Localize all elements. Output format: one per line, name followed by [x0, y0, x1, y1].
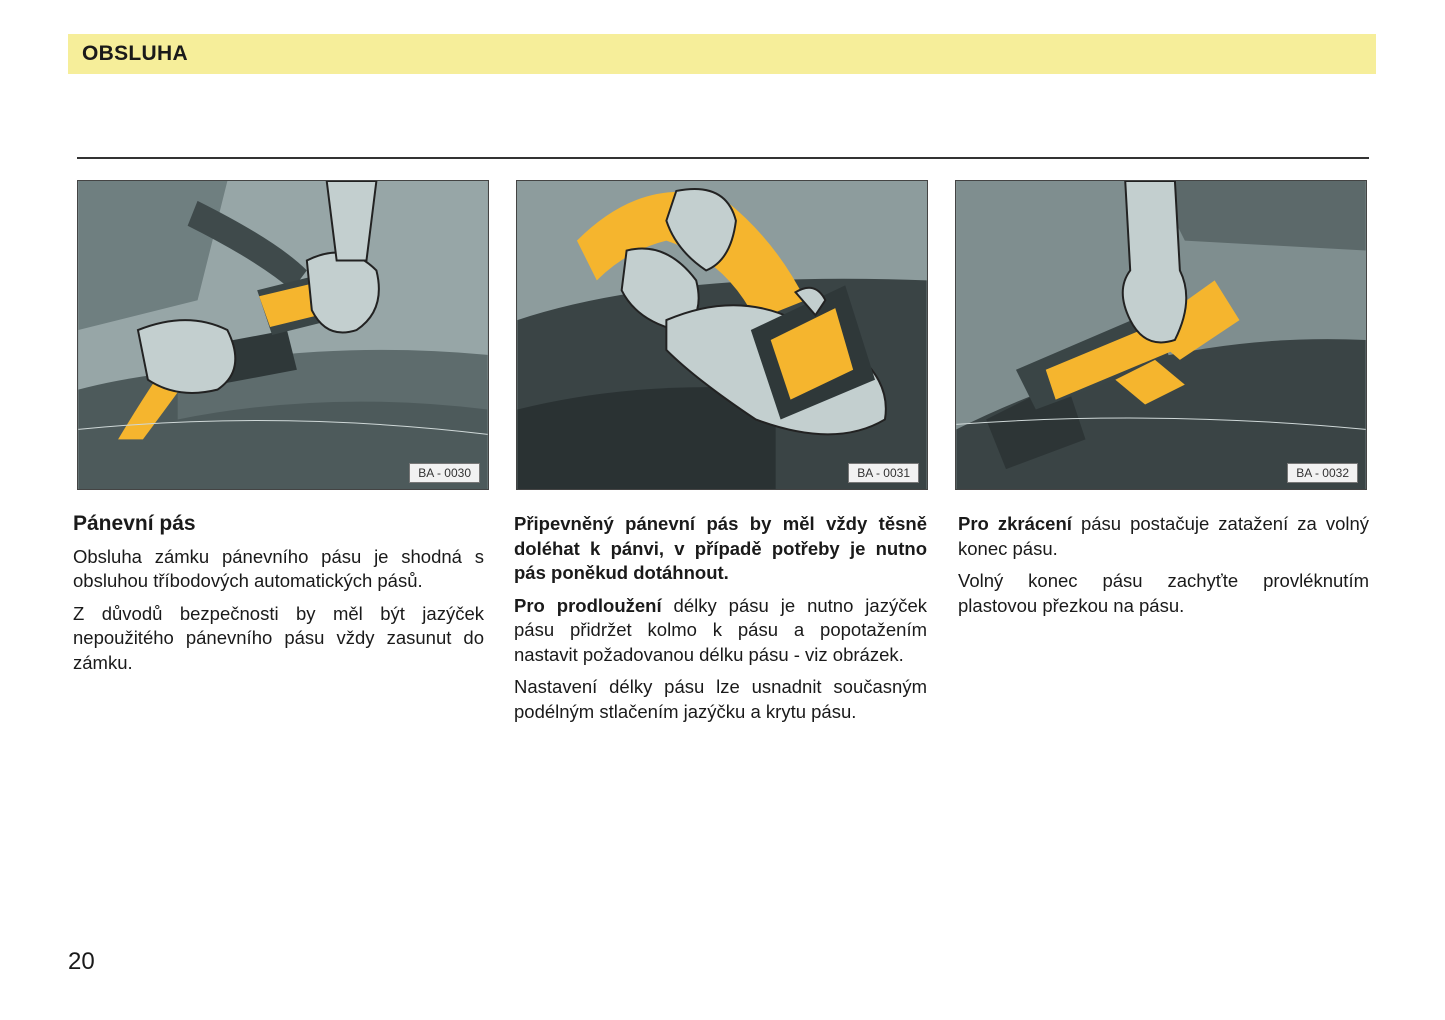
inline-bold: Pro prodloužení	[514, 594, 662, 616]
column-heading: Pánevní pás	[73, 512, 196, 535]
hand-pulling-free-belt-end-icon	[956, 181, 1366, 489]
column-shortening	[958, 512, 1369, 626]
page-number: 20	[68, 948, 95, 975]
figure-label: BA - 0030	[409, 463, 480, 483]
paragraph: Nastavení délky pásu lze usnadnit současným podélným stlačením jazýčku a krytu pásu.	[514, 676, 927, 722]
inline-bold: Pro zkrácení	[958, 513, 1072, 534]
inline-text: délky pásu je nutno jazýček pásu přidržet kolmo k pásu a popotažením nastavit požadovanou délku pásu - viz obrázek.	[514, 594, 927, 665]
figure-lap-belt-buckle	[77, 180, 489, 490]
paragraph	[514, 594, 927, 668]
horizontal-rule	[77, 157, 1369, 159]
figure-belt-free-end	[955, 180, 1367, 490]
column-adjustment	[514, 512, 927, 732]
paragraph: Obsluha zámku pánevního pásu je shodná s obsluhou tříbodových automatických pásů.	[73, 545, 484, 591]
hands-buckling-lap-belt-icon	[78, 181, 488, 489]
figure-belt-tongue	[516, 180, 928, 490]
header-band	[68, 34, 1376, 74]
paragraph: Volný konec pásu zachyťte provléknutím plastovou přezkou na pásu.	[958, 570, 1369, 616]
paragraph	[958, 512, 1369, 561]
paragraph-bold: Připevněný pánevní pás by měl vždy těsně doléhat k pánvi, v případě potřeby je nutno pás poněkud dotáhnout.	[514, 513, 927, 583]
paragraph: Z důvodů bezpečnosti by měl být jazýček nepoužitého pánevního pásu vždy zasunut do zámku.	[73, 602, 484, 673]
section-title: OBSLUHA	[82, 42, 188, 65]
hand-holding-belt-tongue-icon	[517, 181, 927, 489]
figure-label: BA - 0032	[1287, 463, 1358, 483]
inline-text: pásu postačuje zatažení za volný konec pásu.	[958, 513, 1370, 559]
column-panevni-pas	[73, 512, 484, 683]
figure-label: BA - 0031	[848, 463, 919, 483]
